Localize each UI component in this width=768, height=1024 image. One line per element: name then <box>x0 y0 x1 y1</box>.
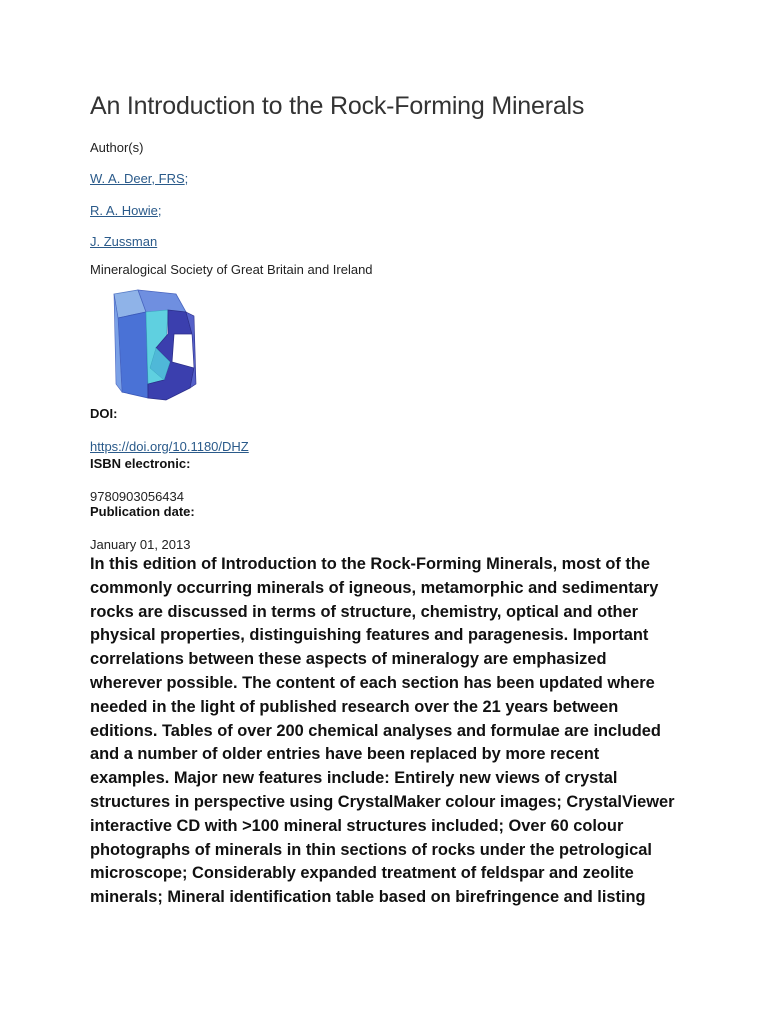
doi-label: DOI: <box>90 406 118 421</box>
isbn-value: 9780903056434 <box>90 489 184 504</box>
isbn-label: ISBN electronic: <box>90 456 191 471</box>
author-item-1 <box>90 171 188 186</box>
page-title: An Introduction to the Rock-Forming Minerals <box>90 92 585 120</box>
publication-date-value: January 01, 2013 <box>90 537 191 552</box>
abstract-text: In this edition of Introduction to the Rock-Forming Minerals, most of the commonly occurring minerals of igneous, metamorphic and sedimentary rocks are discussed in terms of structure, chemistry, optical and other physical properties, distinguishing features and paragenesis. Important correlations between these aspects of mineralogy are emphasized wherever possible. The content of each section has been updated where needed in the light of published research over the 21 years between editions. Tables of over 200 chemical analyses and formulae are included and a number of older entries have been replaced by more recent examples. Major new features include: Entirely new views of crystal structures in perspective using CrystalMaker colour images; CrystalViewer interactive CD with >100 mineral structures included; Over 60 colour photographs of minerals in thin sections of rocks under the petrological microscope; Considerably expanded treatment of feldspar and zeolite minerals; Mineral identification table based on birefringence and listing <box>90 555 675 907</box>
author-separator: ; <box>184 171 189 186</box>
author-separator: ; <box>157 203 162 218</box>
publisher-name: Mineralogical Society of Great Britain and Ireland <box>90 262 373 277</box>
author-item-3 <box>90 234 157 249</box>
crystal-cover-image <box>108 288 198 406</box>
author-link-howie[interactable]: R. A. Howie <box>90 203 158 218</box>
author-link-zussman[interactable]: J. Zussman <box>90 234 158 249</box>
doi-field <box>90 439 249 454</box>
author-item-2 <box>90 203 162 218</box>
authors-label: Author(s) <box>90 140 144 155</box>
publication-date-label: Publication date: <box>90 504 195 519</box>
author-link-deer[interactable]: W. A. Deer, FRS <box>90 171 185 186</box>
doi-link[interactable]: https://doi.org/10.1180/DHZ <box>90 439 249 454</box>
